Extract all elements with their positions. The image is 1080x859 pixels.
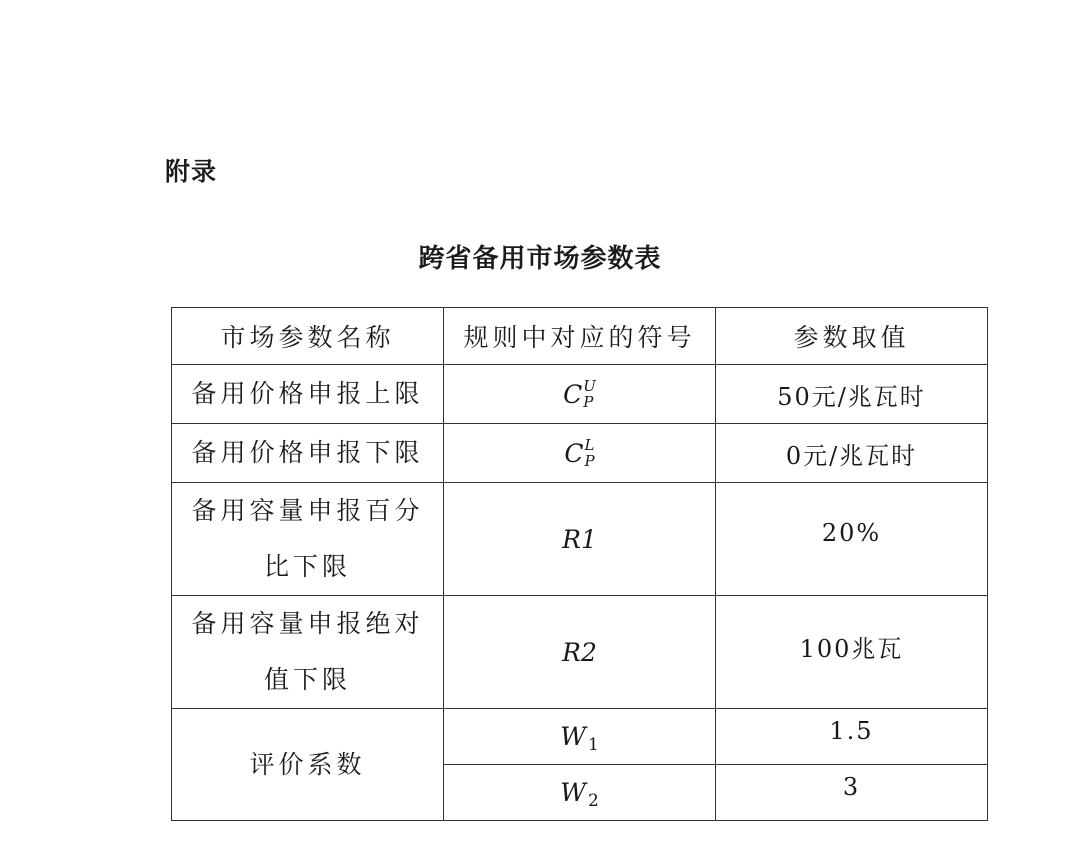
- symbol-base: C: [564, 438, 584, 468]
- table-row: [172, 709, 988, 765]
- param-value: 50元/兆瓦时: [777, 382, 926, 411]
- symbol-c-u-p: [563, 378, 596, 410]
- symbol-subscript: P: [583, 393, 594, 411]
- value-cell: [716, 765, 988, 821]
- param-name: 备用价格申报下限: [191, 438, 424, 467]
- symbol-w2: [560, 778, 599, 811]
- table-row: [172, 424, 988, 483]
- header-value: 参数取值: [716, 308, 988, 365]
- param-name-cell: [172, 483, 444, 596]
- symbol-subscript: P: [584, 452, 595, 470]
- symbol-base: C: [563, 379, 583, 409]
- symbol-cell: [444, 765, 716, 821]
- symbol-cell: [444, 709, 716, 765]
- symbol-cell: [444, 424, 716, 483]
- table-header-row: [172, 308, 988, 365]
- symbol-cell: [444, 483, 716, 596]
- symbol-base: W: [560, 778, 586, 807]
- symbol-superscript: L: [584, 436, 595, 454]
- param-value: 20%: [821, 519, 882, 547]
- symbol-r1: R1: [562, 524, 597, 554]
- table-row: [172, 365, 988, 424]
- table-title: 跨省备用市场参数表: [418, 244, 662, 274]
- appendix-label: 附录: [165, 157, 218, 186]
- param-name: 评价系数: [249, 749, 366, 779]
- param-name-cell: [172, 424, 444, 483]
- symbol-r2: R2: [562, 637, 597, 667]
- param-name-cell: [172, 596, 444, 709]
- value-cell: [716, 709, 988, 765]
- param-name: 备用容量申报绝对值下限: [191, 609, 424, 694]
- value-cell: [716, 365, 988, 424]
- param-value: 1.5: [829, 716, 874, 745]
- param-name-cell: [172, 365, 444, 424]
- table-row: [172, 596, 988, 709]
- value-cell: [716, 424, 988, 483]
- param-name-cell: [172, 709, 444, 821]
- symbol-c-l-p: [564, 437, 594, 469]
- value-cell: [716, 483, 988, 596]
- symbol-subscript: 2: [587, 790, 599, 811]
- param-value: 100兆瓦: [799, 634, 904, 663]
- symbol-cell: [444, 365, 716, 424]
- symbol-subscript: 1: [587, 734, 599, 755]
- parameter-table: [171, 307, 988, 821]
- param-name: 备用价格申报上限: [191, 379, 424, 408]
- value-cell: [716, 596, 988, 709]
- param-value: 0元/兆瓦时: [785, 441, 918, 470]
- symbol-superscript: U: [583, 377, 596, 395]
- header-param-name: 市场参数名称: [172, 308, 444, 365]
- symbol-w1: [560, 722, 599, 755]
- header-symbol: 规则中对应的符号: [444, 308, 716, 365]
- symbol-cell: [444, 596, 716, 709]
- symbol-base: W: [560, 722, 586, 751]
- param-value: 3: [842, 772, 861, 801]
- table-row: [172, 483, 988, 596]
- param-name: 备用容量申报百分比下限: [191, 496, 424, 581]
